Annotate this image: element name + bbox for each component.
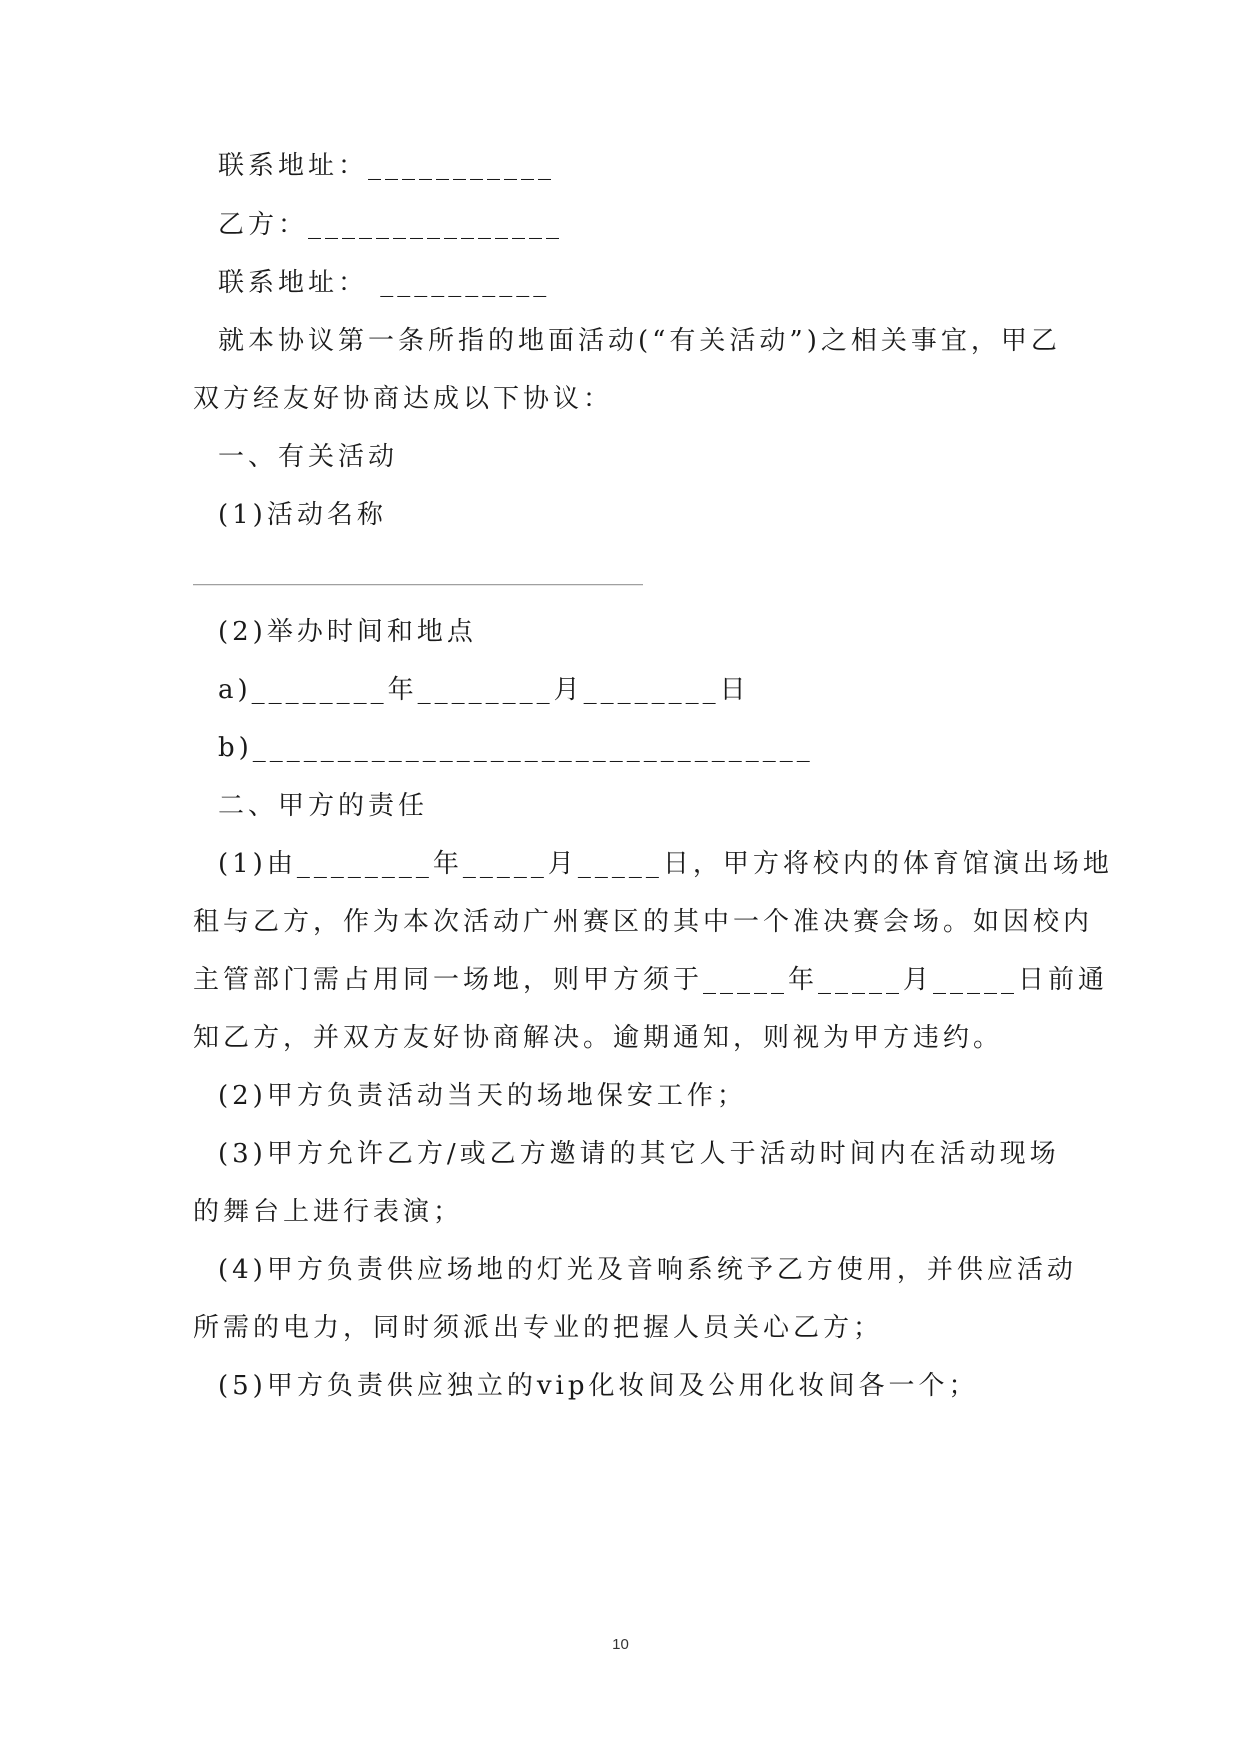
section-2-heading: 二、甲方的责任 (218, 791, 429, 821)
intro-paragraph-line-1: 就本协议第一条所指的地面活动(“有关活动”)之相关事宜，甲乙 (218, 326, 1061, 356)
intro-paragraph-line-2: 双方经友好协商达成以下协议： (193, 384, 614, 414)
duty-2-line: (2)甲方负责活动当天的场地保安工作； (218, 1081, 747, 1111)
duty-1-line-1: (1)由________年_____月_____日，甲方将校内的体育馆演出场地 (218, 849, 1113, 879)
duty-4-line-1: (4)甲方负责供应场地的灯光及音响系统予乙方使用，并供应活动 (218, 1255, 1077, 1285)
duty-5-line: (5)甲方负责供应独立的vip化妆间及公用化妆间各一个； (218, 1371, 979, 1401)
contact-address-line-2: 联系地址： __________ (218, 268, 551, 298)
page-number: 10 (612, 1636, 629, 1653)
section-1-heading: 一、有关活动 (218, 442, 399, 472)
place-blank-line: b)_________________________________ (218, 733, 814, 763)
contact-address-line-1: 联系地址：___________ (218, 151, 556, 181)
time-blank-line: a)________年________月________日 (218, 675, 750, 705)
party-b-line: 乙方：_______________ (218, 210, 564, 240)
duty-3-line-2: 的舞台上进行表演； (193, 1197, 464, 1227)
item-time-place: (2)举办时间和地点 (218, 617, 477, 647)
activity-name-blank: __________________________________________________ (193, 565, 643, 586)
duty-1-line-2: 租与乙方，作为本次活动广州赛区的其中一个准决赛会场。如因校内 (193, 907, 1094, 937)
item-activity-name: (1)活动名称 (218, 500, 387, 530)
duty-4-line-2: 所需的电力，同时须派出专业的把握人员关心乙方； (193, 1313, 884, 1343)
duty-1-line-4: 知乙方，并双方友好协商解决。逾期通知，则视为甲方违约。 (193, 1023, 1004, 1053)
duty-3-line-1: (3)甲方允许乙方/或乙方邀请的其它人于活动时间内在活动现场 (218, 1139, 1060, 1169)
duty-1-line-3: 主管部门需占用同一场地，则甲方须于_____年_____月_____日前通 (193, 965, 1109, 995)
